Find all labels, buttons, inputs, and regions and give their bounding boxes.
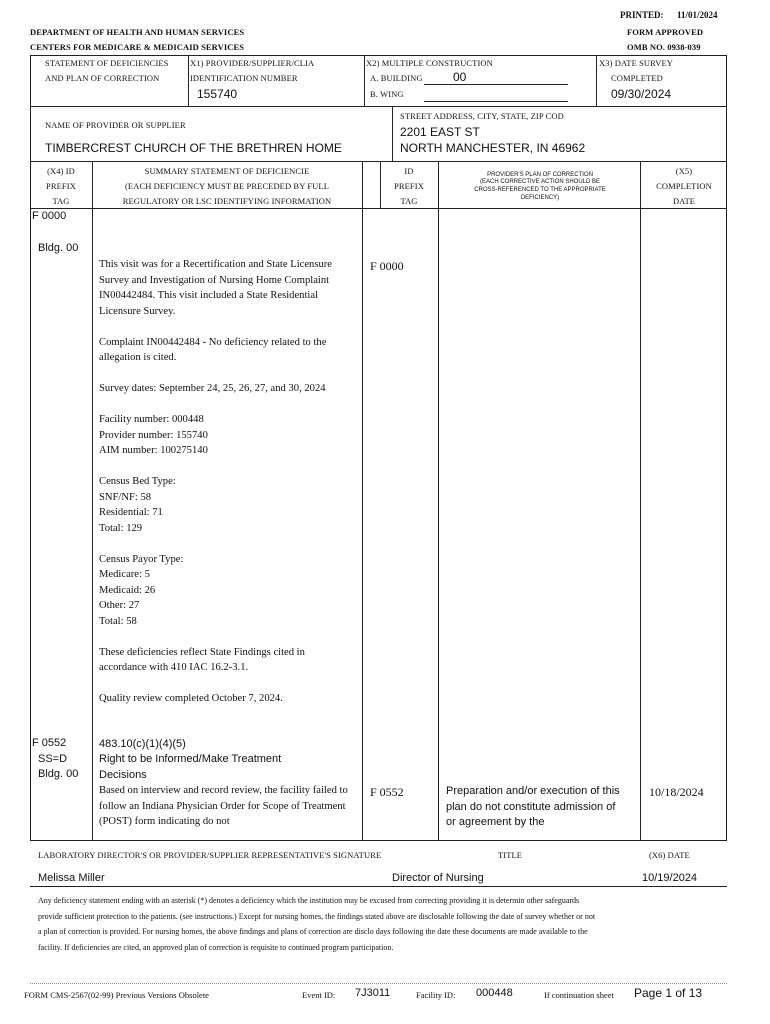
row2-regulation: 483.10(c)(1)(4)(5) — [99, 738, 186, 750]
rule — [596, 55, 597, 107]
rule — [726, 161, 727, 841]
event-id-label: Event ID: — [302, 990, 336, 1000]
row2-building: Bldg. 00 — [38, 768, 79, 780]
facility-id-value: 000448 — [476, 987, 513, 999]
id-header: ID — [404, 166, 414, 176]
rule — [30, 161, 727, 162]
underline — [424, 84, 568, 85]
footnote: Any deficiency statement ending with an asterisk (*) denotes a deficiency which the institution may be excused from correcting providing it is determin other safeguards provide sufficient protection to the patients. (see instructions.) Except for nursing homes, the findings stated above are disclosable following the date of survey whether or not a plan of correction is provided. For nursing homes, the above findings and plans of correction are disclo days following the date these documents are made available to the facility. If deficiencies are cited, an approved plan of correction is requisite to continued program participation. — [38, 896, 596, 952]
rule — [30, 55, 727, 56]
rule — [30, 886, 727, 887]
rule — [726, 106, 727, 162]
x5-header: (X5) — [675, 166, 693, 176]
id-header-3: TAG — [400, 196, 418, 206]
summary-paragraph: Census Bed Type: SNF/NF: 58 Residential: 71 Total: 129 — [99, 476, 176, 534]
x1-label-2: IDENTIFICATION NUMBER — [190, 73, 298, 83]
wing-label: B. WING — [370, 89, 404, 99]
summary-paragraph: These deficiencies reflect State Findings cited in accordance with 410 IAC 16.2-3.1. — [99, 646, 305, 673]
form-approved: FORM APPROVED — [627, 27, 704, 37]
summary-paragraph: Complaint IN00442484 - No deficiency related to the allegation is cited. — [99, 336, 327, 363]
row2-title: Right to be Informed/Make Treatment — [99, 753, 282, 765]
facility-id-label: Facility ID: — [416, 990, 456, 1000]
row2-id-tag: F 0552 — [370, 785, 404, 799]
provider-name-value: TIMBERCREST CHURCH OF THE BRETHREN HOME — [45, 141, 342, 155]
rule — [30, 106, 31, 162]
row2-completion-date: 10/18/2024 — [649, 785, 704, 799]
summary-paragraph: Quality review completed October 7, 2024. — [99, 693, 283, 704]
rule — [364, 55, 365, 107]
plan-header-2: (EACH CORRECTIVE ACTION SHOULD BE — [479, 179, 601, 185]
rule — [30, 208, 727, 209]
survey-date-value: 09/30/2024 — [611, 87, 672, 101]
rule — [392, 106, 393, 162]
address-line-1: 2201 EAST ST — [400, 125, 480, 139]
rule — [438, 161, 439, 841]
printed-date: 11/01/2024 — [677, 10, 718, 20]
summary-paragraph: Facility number: 000448 Provider number: 155740 AIM number: 100275140 — [99, 414, 208, 456]
summary-header: SUMMARY STATEMENT OF DEFICIENCIE — [144, 166, 310, 176]
rule — [30, 840, 727, 841]
signature-label: LABORATORY DIRECTOR'S OR PROVIDER/SUPPLIER REPRESENTATIVE'S SIGNATURE — [38, 850, 382, 860]
department-title: DEPARTMENT OF HEALTH AND HUMAN SERVICES — [30, 27, 245, 37]
row2-title-2: Decisions — [99, 769, 147, 781]
row2-tag: F 0552 — [32, 737, 67, 749]
address-line-2: NORTH MANCHESTER, IN 46962 — [400, 141, 586, 155]
x2-label: X2) MULTIPLE CONSTRUCTION — [366, 58, 493, 68]
summary-paragraph: Survey dates: September 24, 25, 26, 27, and 30, 2024 — [99, 383, 326, 394]
row2-scope-severity: SS=D — [38, 753, 68, 765]
x4-header-3: TAG — [52, 196, 70, 206]
event-id-value: 7J3011 — [355, 987, 391, 999]
signature-date: 10/19/2024 — [642, 872, 698, 884]
rule — [640, 161, 641, 841]
row1-id-tag: F 0000 — [370, 259, 404, 273]
building-label: A. BUILDING — [370, 73, 423, 83]
plan-header: PROVIDER'S PLAN OF CORRECTION — [487, 172, 593, 178]
row2-plan-text: Preparation and/or execution of this plan do not constitute admission of or agreement by the — [446, 785, 620, 828]
building-value: 00 — [453, 70, 467, 84]
address-label: STREET ADDRESS, CITY, STATE, ZIP COD — [400, 111, 564, 121]
statement-label: STATEMENT OF DEFICIENCIES — [45, 58, 169, 68]
row2-summary: Based on interview and record review, the facility failed to follow an Indiana Physician Order for Scope of Treatment (POST) form indicating do not — [99, 785, 348, 827]
signer-name: Melissa Miller — [38, 872, 105, 884]
id-header-2: PREFIX — [394, 181, 424, 191]
statement-label-2: AND PLAN OF CORRECTION — [45, 73, 160, 83]
rule — [30, 55, 31, 107]
plan-header-3: CROSS-REFERENCED TO THE APPROPRIATE — [474, 187, 606, 193]
x5-header-3: DATE — [672, 196, 696, 206]
x4-header: (X4) ID — [47, 166, 75, 176]
signer-title: Director of Nursing — [392, 872, 484, 884]
rule — [92, 161, 93, 841]
row1-building: Bldg. 00 — [38, 242, 79, 254]
rule — [726, 55, 727, 107]
x3-label-2: COMPLETED — [611, 73, 663, 83]
summary-paragraph: This visit was for a Recertification and State Licensure Survey and Investigation of Nursing Home Complaint IN00442484. This visit included a State Residential Licensure Survey. — [99, 259, 332, 317]
rule — [362, 161, 363, 841]
x3-label: X3) DATE SURVEY — [599, 58, 674, 68]
provider-id-value: 155740 — [197, 87, 238, 101]
summary-header-3: REGULATORY OR LSC IDENTIFYING INFORMATION — [122, 196, 332, 206]
plan-header-4: DEFICIENCY) — [520, 195, 560, 201]
form-number: FORM CMS-2567(02-99) Previous Versions Obsolete — [24, 990, 209, 1000]
centers-title: CENTERS FOR MEDICARE & MEDICAID SERVICES — [30, 42, 245, 52]
rule — [188, 55, 189, 107]
rule — [30, 106, 727, 107]
row1-tag: F 0000 — [32, 210, 67, 222]
continuation-label: If continuation sheet — [544, 990, 614, 1000]
summary-header-2: (EACH DEFICIENCY MUST BE PRECEDED BY FULL — [124, 181, 330, 191]
underline — [424, 101, 568, 102]
rule — [30, 161, 31, 841]
x4-header-2: PREFIX — [46, 181, 76, 191]
signature-date-label: (X6) DATE — [649, 850, 690, 860]
omb-number: OMB NO. 0938-039 — [627, 42, 701, 52]
page-number: Page 1 of 13 — [634, 986, 703, 1000]
rule — [380, 161, 381, 209]
provider-name-label: NAME OF PROVIDER OR SUPPLIER — [45, 120, 186, 130]
summary-paragraph: Census Payor Type: Medicare: 5 Medicaid: 26 Other: 27 Total: 58 — [99, 553, 184, 627]
row1-summary — [99, 257, 349, 722]
title-label: TITLE — [498, 850, 523, 860]
x1-label: X1) PROVIDER/SUPPLIER/CLIA — [190, 58, 315, 68]
x5-header-2: COMPLETION — [656, 181, 712, 191]
footer-rule — [30, 983, 727, 984]
printed-label: PRINTED: — [620, 10, 664, 20]
